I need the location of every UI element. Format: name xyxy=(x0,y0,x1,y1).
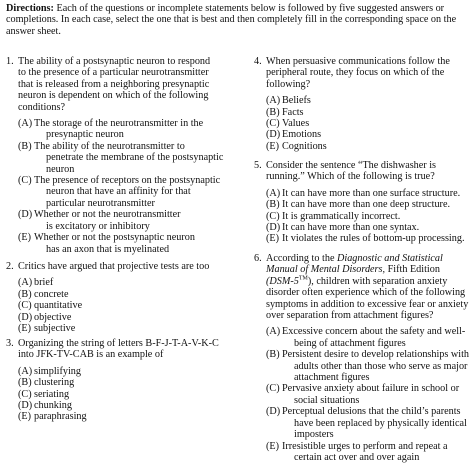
question-stem xyxy=(18,338,228,361)
option-letter: (B) xyxy=(18,377,32,389)
option-text: neuron that have an affinity for that xyxy=(46,186,191,198)
option-text: is excitatory or inhibitory xyxy=(46,220,150,232)
question-stem xyxy=(18,56,228,113)
question-stem xyxy=(266,253,470,321)
option-letter: (A) xyxy=(266,187,281,199)
answer-options xyxy=(18,366,228,423)
option-d[interactable] xyxy=(18,312,228,323)
trademark-superscript: TM xyxy=(298,275,308,282)
option-d[interactable] xyxy=(18,400,228,411)
answer-options xyxy=(266,188,470,245)
option-letter: (A) xyxy=(18,277,33,289)
option-c[interactable] xyxy=(18,389,228,400)
option-text: It can have more than one syntax. xyxy=(282,222,420,234)
option-letter: (C) xyxy=(18,175,32,187)
question-number: 2. xyxy=(6,261,14,272)
option-text: It is grammatically incorrect. xyxy=(282,210,401,222)
option-e[interactable] xyxy=(18,232,228,255)
option-e[interactable] xyxy=(18,411,228,422)
option-a[interactable] xyxy=(266,188,470,199)
option-letter: (A) xyxy=(18,365,33,377)
stem-line: Organizing the string of letters B-F-J-T-A-V-K-C xyxy=(18,338,219,349)
option-letter: (C) xyxy=(18,300,32,312)
stem-line: over separation from attachment figures? xyxy=(266,310,434,322)
option-c[interactable] xyxy=(18,175,228,209)
option-letter: (B) xyxy=(266,106,280,118)
option-text: The ability of the neurotransmitter to xyxy=(34,140,185,152)
option-letter: (C) xyxy=(266,118,280,130)
option-letter: (C) xyxy=(266,210,280,222)
option-letter: (E) xyxy=(18,411,32,423)
dsm-abbrev-italic: (DSM-5 xyxy=(266,275,299,287)
stem-text: Fifth Edition xyxy=(385,264,440,276)
option-text: clustering xyxy=(34,377,75,389)
question-5 xyxy=(254,160,470,245)
option-text: Persistent desire to develop relationships with xyxy=(282,349,470,361)
question-4 xyxy=(254,56,470,152)
option-b[interactable] xyxy=(266,349,470,383)
option-a[interactable] xyxy=(266,326,470,349)
option-a[interactable] xyxy=(18,118,228,141)
answer-options xyxy=(18,277,228,334)
option-letter: (D) xyxy=(266,222,281,234)
question-stem xyxy=(266,56,470,90)
stem-line: to the presence of a particular neurotransmitter xyxy=(18,67,209,79)
option-b[interactable] xyxy=(18,141,228,175)
directions-text: Each of the questions or incomplete statements below is followed by five suggested answers or completions. In each case, select the one that is best and then completely fill in the corresponding space on the answer sheet. xyxy=(6,3,457,37)
answer-options xyxy=(266,95,470,152)
directions-label: Directions: xyxy=(6,3,54,14)
option-d[interactable] xyxy=(266,222,470,233)
option-letter: (B) xyxy=(266,349,280,361)
option-letter: (C) xyxy=(18,388,32,400)
option-letter: (D) xyxy=(266,406,281,418)
option-text: penetrate the membrane of the postsynaptic xyxy=(46,152,224,164)
stem-line: The ability of a postsynaptic neuron to respond xyxy=(18,56,211,67)
option-text: neuron xyxy=(46,163,75,175)
option-text: quantitative xyxy=(34,300,83,312)
answer-options xyxy=(18,118,228,255)
stem-line: When persuasive communications follow the xyxy=(266,56,450,67)
option-letter: (B) xyxy=(18,140,32,152)
option-letter: (C) xyxy=(266,383,280,395)
option-letter: (B) xyxy=(18,288,32,300)
option-a[interactable] xyxy=(266,95,470,106)
option-letter: (B) xyxy=(266,199,280,211)
stem-line: symptoms in addition to excessive fear or anxiety xyxy=(266,298,469,310)
option-letter: (D) xyxy=(266,129,281,141)
question-stem xyxy=(266,160,470,183)
option-b[interactable] xyxy=(266,199,470,210)
option-text: objective xyxy=(34,311,72,323)
option-text: simplifying xyxy=(34,365,81,377)
stem-line: following? xyxy=(266,78,311,90)
option-text: has an axon that is myelinated xyxy=(46,243,170,255)
option-text: particular neurotransmitter xyxy=(46,197,155,209)
option-letter: (E) xyxy=(18,323,32,335)
stem-line: neuron is dependent on which of the following xyxy=(18,90,209,102)
option-text: being of attachment figures xyxy=(294,337,406,349)
option-text: Beliefs xyxy=(282,95,311,107)
question-2 xyxy=(6,261,228,334)
option-letter: (D) xyxy=(18,311,33,323)
option-c[interactable] xyxy=(266,211,470,222)
option-d[interactable] xyxy=(266,129,470,140)
option-text: It can have more than one surface structure. xyxy=(282,187,461,199)
option-text: The presence of receptors on the postsynaptic xyxy=(34,175,221,187)
stem-line: disorder often experience which of the following xyxy=(266,287,466,299)
option-text: Values xyxy=(282,118,310,130)
option-d[interactable] xyxy=(18,209,228,232)
stem-line: Critics have argued that projective tests are too xyxy=(18,261,210,272)
stem-line: Consider the sentence “The dishwasher is xyxy=(266,160,437,171)
option-text: Perceptual delusions that the child’s parents xyxy=(282,406,461,418)
option-text: Facts xyxy=(282,106,304,118)
option-text: certain act over and over again xyxy=(294,451,420,463)
option-text: presynaptic neuron xyxy=(46,129,124,141)
option-text: attachment figures xyxy=(294,372,370,384)
option-letter: (A) xyxy=(266,95,281,107)
stem-line xyxy=(266,253,470,264)
option-letter: (E) xyxy=(266,140,280,152)
stem-line: peripheral route, they focus on which of the xyxy=(266,67,445,79)
option-text: It can have more than one deep structure. xyxy=(282,199,451,211)
option-text: Emotions xyxy=(282,129,322,141)
option-letter: (A) xyxy=(266,326,281,338)
option-text: imposters xyxy=(294,429,334,441)
option-e[interactable] xyxy=(266,141,470,152)
option-text: Whether or not the neurotransmitter xyxy=(34,209,181,221)
stem-text: ), children with separation anxiety xyxy=(307,275,448,287)
question-number: 4. xyxy=(254,56,262,67)
stem-text: According to the xyxy=(266,253,338,264)
option-text: concrete xyxy=(34,288,69,300)
option-text: brief xyxy=(34,277,54,289)
book-title-italic: Manual of Mental Disorders, xyxy=(266,264,386,276)
question-stem xyxy=(18,261,228,272)
option-e[interactable] xyxy=(18,323,228,334)
option-b[interactable] xyxy=(266,107,470,118)
stem-line: running.” Which of the following is true? xyxy=(266,171,435,183)
option-text: have been replaced by physically identical xyxy=(294,417,467,429)
question-3 xyxy=(6,338,228,423)
question-number: 5. xyxy=(254,160,262,171)
option-text: subjective xyxy=(34,323,76,335)
option-a[interactable] xyxy=(18,277,228,288)
question-number: 3. xyxy=(6,338,14,349)
option-text: chunking xyxy=(34,400,72,412)
option-text: Irresistible urges to perform and repeat a xyxy=(282,440,448,452)
option-text: Whether or not the postsynaptic neuron xyxy=(34,232,195,244)
stem-line: conditions? xyxy=(18,101,65,113)
book-title-italic: Diagnostic and Statistical xyxy=(337,253,443,264)
question-6 xyxy=(254,253,470,463)
option-text: seriating xyxy=(34,388,70,400)
answer-options xyxy=(266,326,470,463)
question-number: 1. xyxy=(6,56,14,67)
option-text: social situations xyxy=(294,394,360,406)
option-b[interactable] xyxy=(18,377,228,388)
option-text: adults other than those who serve as major xyxy=(294,360,468,372)
option-letter: (A) xyxy=(18,118,33,130)
option-c[interactable] xyxy=(18,300,228,311)
stem-line xyxy=(266,276,470,287)
directions xyxy=(6,3,468,37)
question-1 xyxy=(6,56,228,255)
option-e[interactable] xyxy=(266,441,470,464)
option-c[interactable] xyxy=(266,383,470,406)
question-number: 6. xyxy=(254,253,262,264)
option-letter: (E) xyxy=(266,440,280,452)
option-e[interactable] xyxy=(266,233,470,244)
option-letter: (E) xyxy=(266,233,280,245)
option-c[interactable] xyxy=(266,118,470,129)
stem-line xyxy=(266,264,470,275)
option-text: Cognitions xyxy=(282,140,327,152)
stem-line: into JFK-TV-CAB is an example of xyxy=(18,349,164,361)
stem-line: that is released from a neighboring presynaptic xyxy=(18,78,210,90)
option-text: The storage of the neurotransmitter in the xyxy=(34,118,204,130)
option-letter: (D) xyxy=(18,400,33,412)
option-text: paraphrasing xyxy=(34,411,87,423)
option-letter: (E) xyxy=(18,232,32,244)
option-a[interactable] xyxy=(18,366,228,377)
option-letter: (D) xyxy=(18,209,33,221)
option-b[interactable] xyxy=(18,289,228,300)
option-text: It violates the rules of bottom-up processing. xyxy=(282,233,465,245)
option-d[interactable] xyxy=(266,406,470,440)
option-text: Pervasive anxiety about failure in school or xyxy=(282,383,460,395)
option-text: Excessive concern about the safety and well- xyxy=(282,326,466,338)
